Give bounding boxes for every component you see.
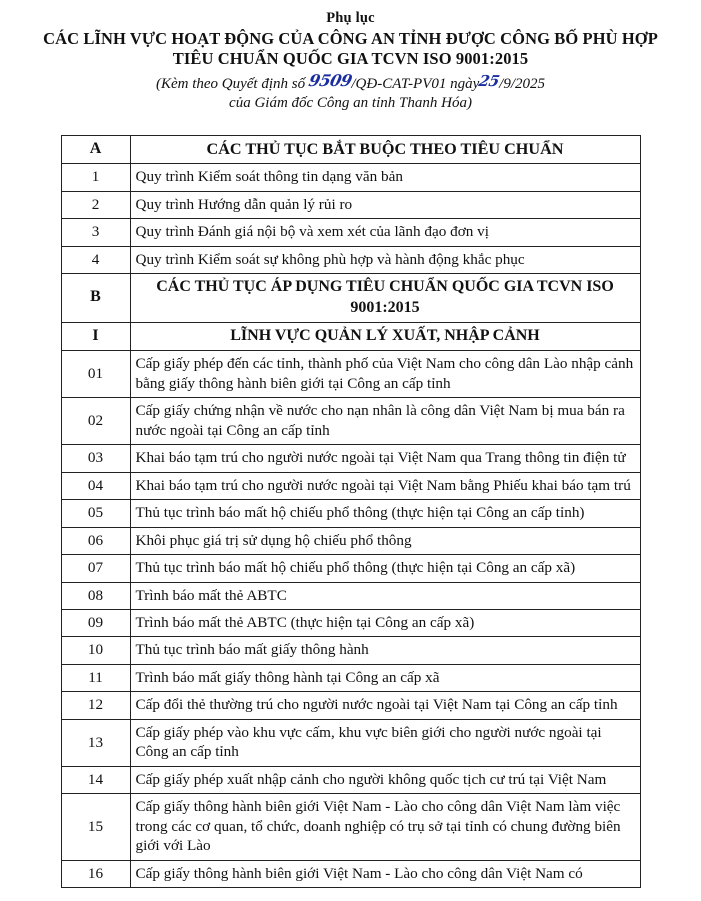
row-text: Quy trình Kiểm soát sự không phù hợp và hành động khắc phục — [130, 246, 640, 273]
row-number: 11 — [61, 664, 130, 691]
row-number: 06 — [61, 527, 130, 554]
row-number: 09 — [61, 610, 130, 637]
table-row — [61, 582, 640, 609]
row-text: Khôi phục giá trị sử dụng hộ chiếu phổ thông — [130, 527, 640, 554]
table-row — [61, 472, 640, 499]
table-row — [61, 555, 640, 582]
decision-mid: /QĐ-CAT-PV01 ngày — [351, 75, 480, 92]
row-number: B — [61, 274, 130, 323]
table-row — [61, 610, 640, 637]
row-text: Thủ tục trình báo mất hộ chiếu phổ thông (thực hiện tại Công an cấp tỉnh) — [130, 500, 640, 527]
row-number: 08 — [61, 582, 130, 609]
row-number: 04 — [61, 472, 130, 499]
table-row — [61, 637, 640, 664]
row-text: LĨNH VỰC QUẢN LÝ XUẤT, NHẬP CẢNH — [130, 323, 640, 351]
row-text: CÁC THỦ TỤC BẮT BUỘC THEO TIÊU CHUẨN — [130, 135, 640, 164]
appendix-label: Phụ lục — [326, 10, 375, 26]
decision-issuer: của Giám đốc Công an tỉnh Thanh Hóa) — [229, 95, 472, 112]
table-row — [61, 219, 640, 246]
row-number: 4 — [61, 246, 130, 273]
table-row — [61, 794, 640, 860]
row-text: Trình báo mất giấy thông hành tại Công an cấp xã — [130, 664, 640, 691]
row-number: 13 — [61, 719, 130, 766]
decision-prefix: (Kèm theo Quyết định số — [155, 75, 306, 92]
row-text: Thủ tục trình báo mất giấy thông hành — [130, 637, 640, 664]
table-row — [61, 274, 640, 323]
procedures-table — [61, 135, 641, 888]
row-number: 2 — [61, 191, 130, 218]
table-row — [61, 135, 640, 164]
table-row — [61, 398, 640, 445]
row-number: 07 — [61, 555, 130, 582]
decision-day-handwritten: 25 — [477, 71, 502, 90]
row-text: Quy trình Kiểm soát thông tin dạng văn bản — [130, 164, 640, 191]
row-text: Quy trình Hướng dẫn quản lý rủi ro — [130, 191, 640, 218]
row-text: Khai báo tạm trú cho người nước ngoài tại Việt Nam qua Trang thông tin điện tử — [130, 445, 640, 472]
row-text: CÁC THỦ TỤC ÁP DỤNG TIÊU CHUẨN QUỐC GIA TCVN ISO 9001:2015 — [130, 274, 640, 323]
row-text: Quy trình Đánh giá nội bộ và xem xét của lãnh đạo đơn vị — [130, 219, 640, 246]
procedures-table-wrap — [28, 135, 673, 888]
row-text: Thủ tục trình báo mất hộ chiếu phổ thông (thực hiện tại Công an cấp xã) — [130, 555, 640, 582]
page-title: CÁC LĨNH VỰC HOẠT ĐỘNG CỦA CÔNG AN TỈNH ĐƯỢC CÔNG BỐ PHÙ HỢP TIÊU CHUẨN QUỐC GIA TCVN ISO 9001:2015 — [43, 28, 658, 68]
row-text: Cấp giấy thông hành biên giới Việt Nam - Lào cho công dân Việt Nam có — [130, 860, 640, 887]
table-row — [61, 445, 640, 472]
table-row — [61, 191, 640, 218]
document-header — [28, 10, 673, 113]
row-text: Trình báo mất thẻ ABTC — [130, 582, 640, 609]
row-number: 02 — [61, 398, 130, 445]
table-row — [61, 664, 640, 691]
row-text: Cấp giấy thông hành biên giới Việt Nam - Lào cho công dân Việt Nam làm việc trong các cơ quan, tổ chức, doanh nghiệp có trụ sở tại tỉnh có chung đường biên giới với Lào — [130, 794, 640, 860]
row-number: 15 — [61, 794, 130, 860]
row-number: 16 — [61, 860, 130, 887]
table-row — [61, 323, 640, 351]
decision-number-handwritten: 9509 — [306, 70, 354, 90]
row-number: 3 — [61, 219, 130, 246]
row-text: Trình báo mất thẻ ABTC (thực hiện tại Công an cấp xã) — [130, 610, 640, 637]
table-row — [61, 719, 640, 766]
row-number: 10 — [61, 637, 130, 664]
table-row — [61, 692, 640, 719]
row-text: Cấp giấy phép đến các tỉnh, thành phố của Việt Nam cho công dân Lào nhập cảnh bằng giấy thông hành biên giới tại Công an cấp tỉnh — [130, 351, 640, 398]
row-number: 14 — [61, 766, 130, 793]
table-row — [61, 246, 640, 273]
table-body — [61, 135, 640, 887]
table-row — [61, 500, 640, 527]
row-text: Cấp giấy chứng nhận về nước cho nạn nhân là công dân Việt Nam bị mua bán ra nước ngoài tại Công an cấp tỉnh — [130, 398, 640, 445]
row-number: 1 — [61, 164, 130, 191]
row-text: Khai báo tạm trú cho người nước ngoài tại Việt Nam bằng Phiếu khai báo tạm trú — [130, 472, 640, 499]
table-row — [61, 351, 640, 398]
decision-line — [28, 70, 673, 93]
row-text: Cấp đổi thẻ thường trú cho người nước ngoài tại Việt Nam tại Công an cấp tỉnh — [130, 692, 640, 719]
table-row — [61, 860, 640, 887]
table-row — [61, 766, 640, 793]
table-row — [61, 164, 640, 191]
row-text: Cấp giấy phép xuất nhập cảnh cho người không quốc tịch cư trú tại Việt Nam — [130, 766, 640, 793]
row-number: 03 — [61, 445, 130, 472]
row-text: Cấp giấy phép vào khu vực cấm, khu vực biên giới cho người nước ngoài tại Công an cấp tỉnh — [130, 719, 640, 766]
row-number: 12 — [61, 692, 130, 719]
decision-suffix: /9/2025 — [499, 75, 546, 92]
row-number: 01 — [61, 351, 130, 398]
table-row — [61, 527, 640, 554]
row-number: A — [61, 135, 130, 164]
row-number: I — [61, 323, 130, 351]
row-number: 05 — [61, 500, 130, 527]
